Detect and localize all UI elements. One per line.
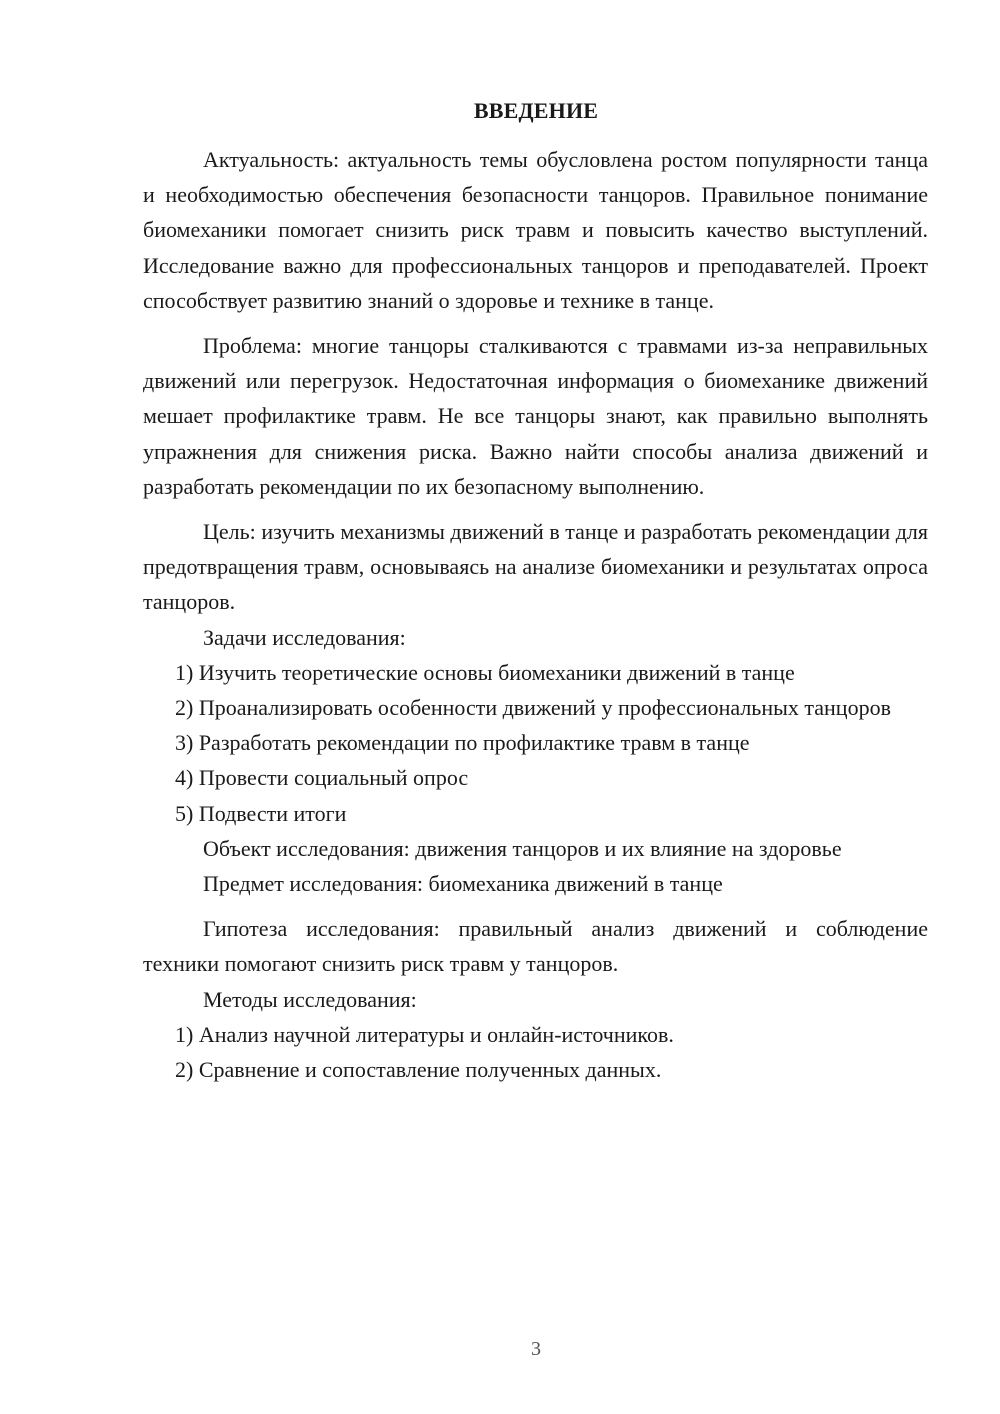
methods-heading: Методы исследования: bbox=[203, 986, 417, 1012]
task-item-2: 2) Проанализировать особенности движений у профессиональных танцоров bbox=[175, 695, 891, 721]
object-line: Объект исследования: движения танцоров и их влияние на здоровье bbox=[203, 835, 842, 861]
body-text bbox=[143, 142, 928, 1087]
goal-paragraph: Цель: изучить механизмы движений в танце и разработать рекомендации для предотвращения травм, основываясь на анализе биомеханики и результатах опроса танцоров. bbox=[143, 519, 928, 615]
task-item-5: 5) Подвести итоги bbox=[175, 800, 347, 826]
subject-line: Предмет исследования: биомеханика движений в танце bbox=[203, 871, 723, 897]
task-item-1: 1) Изучить теоретические основы биомеханики движений в танце bbox=[175, 659, 795, 685]
task-item-3: 3) Разработать рекомендации по профилактике травм в танце bbox=[175, 730, 750, 756]
tasks-heading: Задачи исследования: bbox=[203, 624, 406, 650]
relevance-paragraph: Актуальность: актуальность темы обусловлена ростом популярности танца и необходимостью обеспечения безопасности танцоров. Правильное понимание биомеханики помогает снизить риск травм и повысить качество выступлений. Исследование важно для профессиональных танцоров и преподавателей. Проект способствует развитию знаний о здоровье и технике в танце. bbox=[143, 147, 928, 313]
method-item-1: 1) Анализ научной литературы и онлайн-источников. bbox=[175, 1021, 674, 1047]
page-number: 3 bbox=[531, 1338, 541, 1360]
task-item-4: 4) Провести социальный опрос bbox=[175, 765, 469, 791]
section-title: ВВЕДЕНИЕ bbox=[473, 98, 599, 123]
hypothesis-paragraph: Гипотеза исследования: правильный анализ движений и соблюдение техники помогают снизить риск травм у танцоров. bbox=[143, 916, 928, 977]
method-item-2: 2) Сравнение и сопоставление полученных данных. bbox=[175, 1057, 662, 1083]
problem-paragraph: Проблема: многие танцоры сталкиваются с травмами из-за неправильных движений или перегрузок. Недостаточная информация о биомеханике движений мешает профилактике травм. Не все танцоры знают, как правильно выполнять упражнения для снижения риска. Важно найти способы анализа движений и разработать рекомендации по их безопасному выполнению. bbox=[143, 333, 928, 499]
